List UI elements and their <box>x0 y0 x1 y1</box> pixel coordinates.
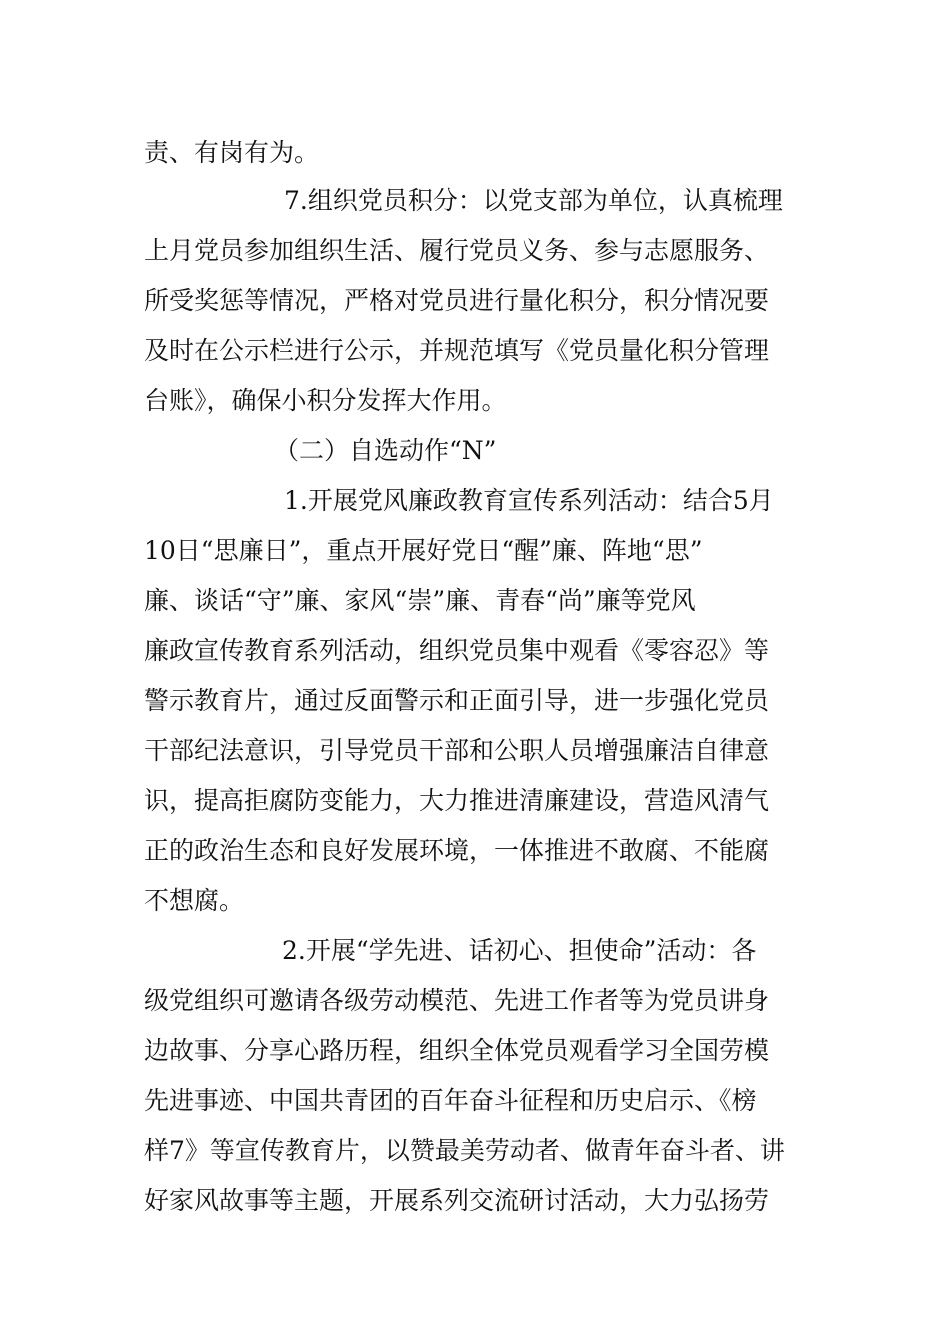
text-line: 上月党员参加组织生活、履行党员义务、参与志愿服务、 <box>144 236 770 265</box>
text-line: 不想腐。 <box>144 886 245 915</box>
section-heading: （二）自选动作“N” <box>274 436 497 465</box>
text-line: 10日“思廉日”，重点开展好党日“醒”廉、阵地“思” <box>144 536 703 565</box>
text-line: 责、有岗有为。 <box>144 138 320 167</box>
text-line: 边故事、分享心路历程，组织全体党员观看学习全国劳模 <box>144 1036 770 1065</box>
text-line: 识，提高拒腐防变能力，大力推进清廉建设，营造风清气 <box>144 786 770 815</box>
text-line: 先进事迹、中国共青团的百年奋斗征程和历史启示、《榜 <box>144 1086 757 1115</box>
item-2-start: 2.开展“学先进、话初心、担使命”活动：各 <box>282 936 757 965</box>
text-line: 廉政宣传教育系列活动，组织党员集中观看《零容忍》等 <box>144 636 770 665</box>
text-line: 样7》等宣传教育片，以赞最美劳动者、做青年奋斗者、讲 <box>144 1136 785 1165</box>
text-line: 所受奖惩等情况，严格对党员进行量化积分，积分情况要 <box>144 286 770 315</box>
text-line: 廉、谈话“守”廉、家风“崇”廉、青春“尚”廉等党风 <box>144 586 696 615</box>
text-line: 干部纪法意识，引导党员干部和公职人员增强廉洁自律意 <box>144 736 770 765</box>
text-line: 级党组织可邀请各级劳动模范、先进工作者等为党员讲身 <box>144 986 770 1015</box>
text-line: 及时在公示栏进行公示，并规范填写《党员量化积分管理 <box>144 336 770 365</box>
text-line: 警示教育片，通过反面警示和正面引导，进一步强化党员 <box>144 686 770 715</box>
item-7-start: 7.组织党员积分：以党支部为单位，认真梳理 <box>284 186 783 215</box>
text-line: 正的政治生态和良好发展环境，一体推进不敢腐、不能腐 <box>144 836 770 865</box>
text-line: 好家风故事等主题，开展系列交流研讨活动，大力弘扬劳 <box>144 1186 770 1215</box>
text-line: 台账》，确保小积分发挥大作用。 <box>144 386 507 415</box>
item-1-start: 1.开展党风廉政教育宣传系列活动：结合5月 <box>284 486 774 515</box>
